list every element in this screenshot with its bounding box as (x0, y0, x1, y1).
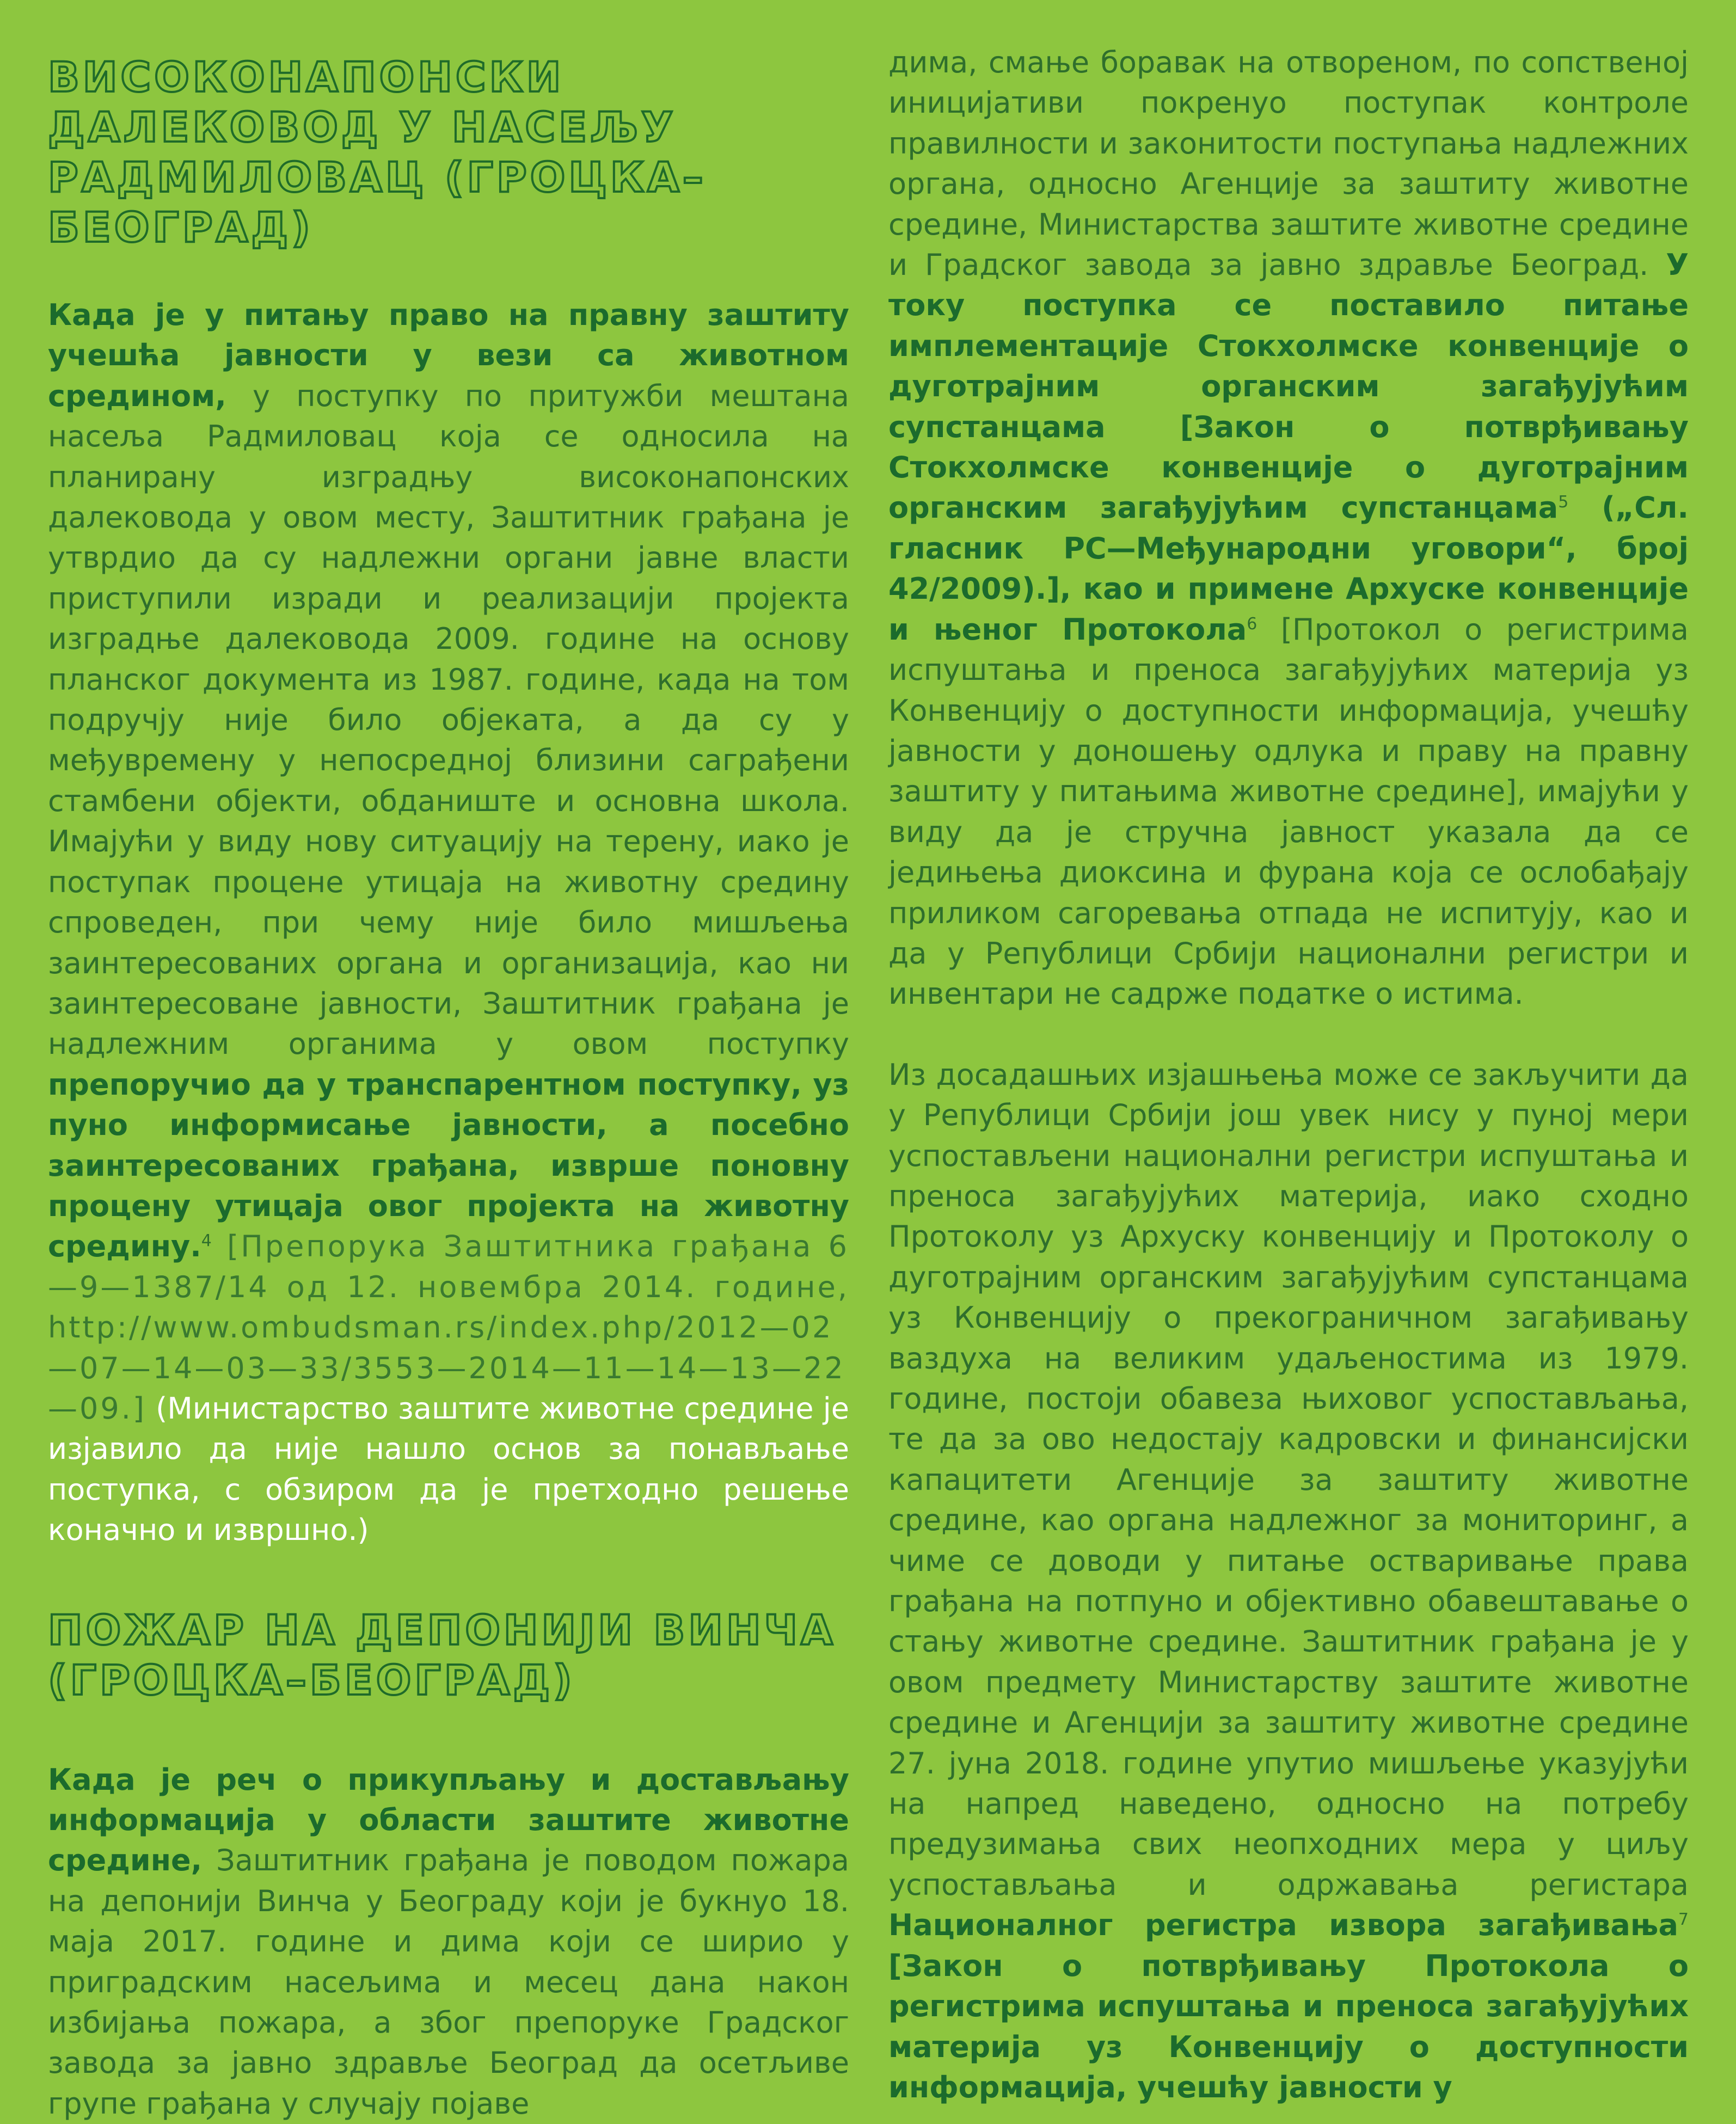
body-text: [Протокол о регистрима испуштања и преноса загађујућих материја уз Конвенцију о доступности информација, учешћу јавности у доношењу одлука и праву на правну заштиту у питањима животне средине], имајући у виду да је стручна јавност указала да се једињења диоксина и фурана која се ослобађају приликом сагоревања отпада не испитују, као и да у Републици Србији национални регистри и инвентари не садрже податке о истима. (888, 612, 1689, 1011)
bold-intro: Када је у питању право на правну заштиту учешћа јавности у вези са животном средином, (48, 298, 849, 413)
law-reference-text: [Закон о потврђивању Протокола о регистрима испуштања и преноса загађујућих материја уз Конвенцију о доступности информација, учешћу јавности у (888, 1948, 1689, 2104)
section-heading-vinca: ПОЖАР НА ДЕПОНИЈИ ВИНЧА (ГРОЦКА–БЕОГРАД) (48, 1605, 836, 1704)
recommendation-text: препоручио да у транспарентном поступку, уз пуно информисање јавности, а посебно заинтересованих грађана, изврше поновну процену утицаја овог пројекта на животну средину. (48, 1067, 849, 1264)
national-register-text: Националног регистра извора загађивања (888, 1908, 1678, 1943)
right-column (888, 0, 1689, 2108)
footnote-marker: 7 (1678, 1910, 1689, 1930)
footnote-marker: 6 (1247, 614, 1257, 634)
left-column (48, 0, 849, 2124)
bold-intro: Када је реч о прикупљању и достављању информација у области заштите животне средине, (48, 1762, 849, 1878)
footnote-reference: [Препорука Заштитника грађана 6—9—1387/14 од 12. новембра 2014. године, http://www.ombudsman.rs/index.php/2012—02—07—14—03—33/3553—2014—11—14—13—22—09.] (48, 1229, 849, 1426)
section-heading-radmilovac: ВИСОКОНАПОНСКИ ДАЛЕКОВОД У НАСЕЉУ РАДМИЛОВАЦ (ГРОЦКА–БЕОГРАД) (48, 53, 707, 251)
body-text: Заштитник грађана је поводом пожара на депонији Винча у Београду који је букнуо 18. маја 2017. године и дима који се ширио у приградским насељима и месец дана након избијања пожара, а због препоруке Градског завода за јавно здравље Београд да осетљиве групе грађана у случају појаве (48, 1843, 849, 2121)
footnote-marker: 4 (201, 1231, 212, 1251)
paragraph-radmilovac (48, 295, 849, 1551)
ministry-response: (Министарство заштите животне средине је изјавило да није нашло основ за понављање поступка, с обзиром да је претходно решење коначно и извршно.) (48, 1391, 849, 1548)
stockholm-convention-text: У току поступка се поставило питање имплементације Стокхолмске конвенције о дуготрајним органским загађујућим супстанцама [Закон о потврђивању Стокхолмске конвенције о дуготрајним органским загађујућим супстанцама (888, 248, 1689, 525)
aarhus-convention-text: („Сл. гласник РС—Међународни уговори“, број 42/2009).], као и примене Архуске конвенције и њеног Протокола (888, 490, 1689, 647)
paragraph-vinca (48, 1760, 849, 2124)
footnote-marker: 5 (1558, 493, 1569, 512)
paragraph-conclusion (888, 1055, 1689, 2108)
body-text: дима, смање боравак на отвореном, по сопственој иницијативи покренуо поступак контроле правилности и законитости поступања надлежних органа, односно Агенције за заштиту животне средине, Министарства заштите животне средине и Градског завода за јавно здравље Београд. (888, 45, 1689, 283)
body-text: Из досадашњих изјашњења може се закључити да у Републици Србији још увек нису у пуној мери успостављени национални регистри испуштања и преноса загађујућих материја, иако сходно Протоколу уз Архуску конвенцију и Протоколу о дуготрајним органским загађујућим супстанцама уз Конвенцију о прекограничном загађивању ваздуха на великим удаљеностима из 1979. године, постоји обавеза њиховог успостављања, те да за ово недостају кадровски и финансијски капацитети Агенције за заштиту животне средине, као органа надлежног за мониторинг, а чиме се доводи у питање остваривање права грађана на потпуно и објективно обавештавање о стању животне средине. Заштитник грађана је у овом предмету Министарству заштите животне средине и Агенцији за заштиту животне средине 27. јуна 2018. године упутио мишљење указујући на напред наведено, односно на потребу предузимања свих неопходних мера у циљу успостављања и одржавања регистара (888, 1057, 1689, 1902)
body-text: у поступку по притужби мештана насеља Радмиловац која се односила на планирану изградњу високонапонских далековода у овом месту, Заштитник грађана је утврдио да су надлежни органи јавне власти приступили изради и реализацији пројекта изградње далековода 2009. године на основу планског документа из 1987. године, када на том подручју није било објеката, а да су у међувремену у непосредној близини саграђени стамбени објекти, обданиште и основна школа. Имајући у виду нову ситуацију на терену, иако је поступак процене утицаја на животну средину спроведен, при чему није било мишљења заинтересованих органа и организација, као ни заинтересоване јавности, Заштитник грађана је надлежним органима у овом поступку (48, 378, 849, 1061)
paragraph-vinca-continued (888, 42, 1689, 1015)
